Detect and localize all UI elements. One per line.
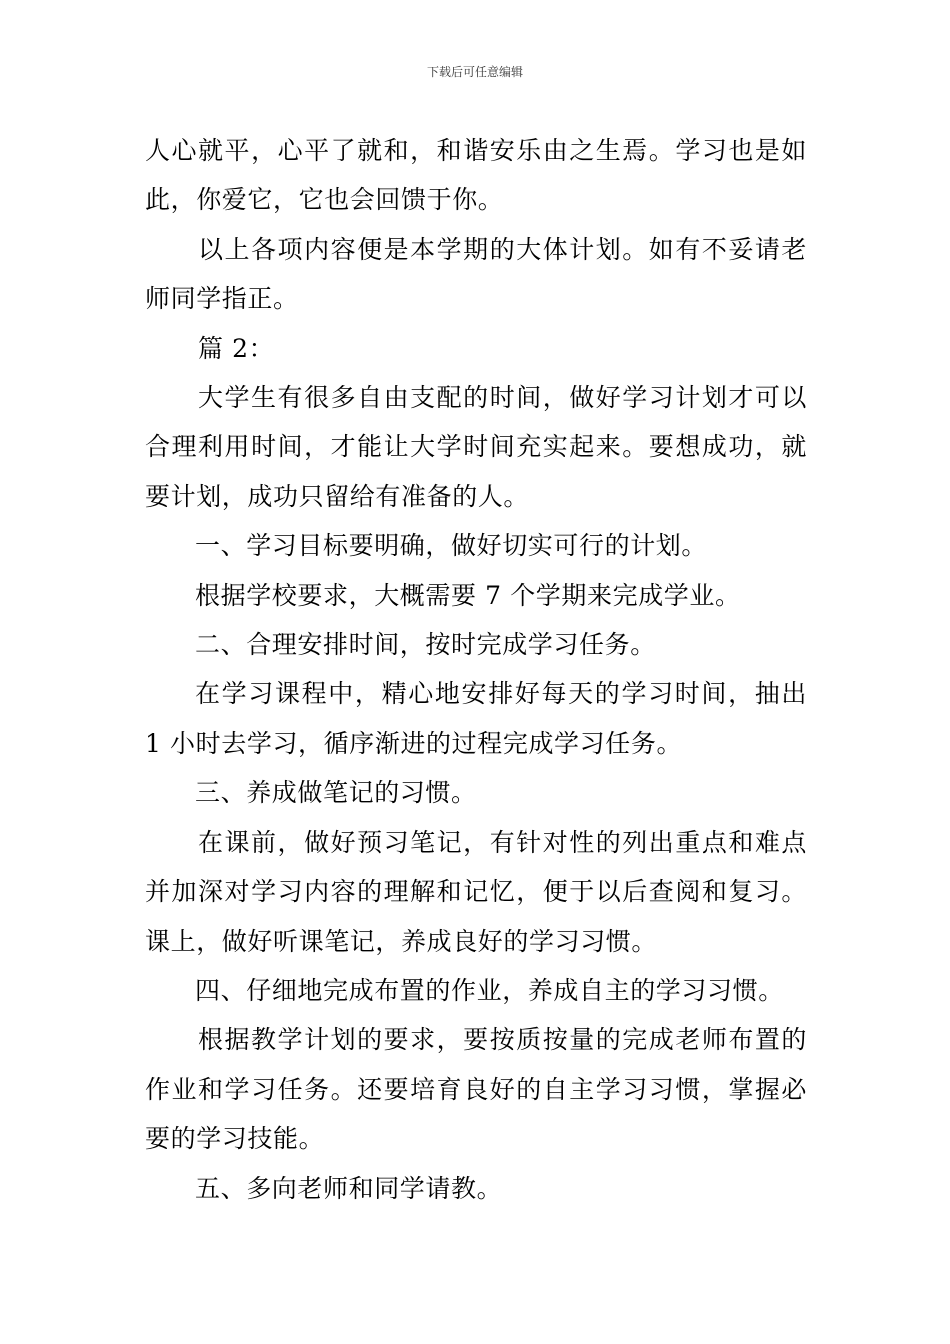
- paragraph-time: 在学习课程中，精心地安排好每天的学习时间，抽出 1 小时去学习，循序渐进的过程完成学习任务。: [145, 679, 807, 758]
- heading-notes: 三、养成做笔记的习惯。: [195, 778, 477, 808]
- heading-goal: 一、学习目标要明确，做好切实可行的计划。: [195, 531, 708, 561]
- paragraph-notes: 在课前，做好预习笔记，有针对性的列出重点和难点并加深对学习内容的理解和记忆，便于以后查阅和复习。课上，做好听课笔记，养成良好的学习习惯。: [145, 827, 807, 956]
- paragraph-goal: 根据学校要求，大概需要 7 个学期来完成学业。: [195, 580, 741, 610]
- paragraph-3: 大学生有很多自由支配的时间，做好学习计划才可以合理利用时间，才能让大学时间充实起来。要想成功，就要计划，成功只留给有准备的人。: [145, 383, 807, 511]
- paragraph-1: 人心就平，心平了就和，和谐安乐由之生焉。学习也是如此，你爱它，它也会回馈于你。: [145, 136, 807, 215]
- page-header: 下载后可任意编辑: [426, 65, 523, 79]
- heading-homework: 四、仔细地完成布置的作业，养成自主的学习习惯。: [195, 975, 784, 1005]
- paragraph-2: 以上各项内容便是本学期的大体计划。如有不妥请老师同学指正。: [145, 234, 807, 314]
- section-heading-2: 篇 2：: [198, 333, 275, 363]
- heading-ask: 五、多向老师和同学请教。: [195, 1173, 503, 1203]
- heading-time: 二、合理安排时间，按时完成学习任务。: [195, 630, 656, 660]
- paragraph-homework: 根据教学计划的要求，要按质按量的完成老师布置的作业和学习任务。还要培育良好的自主学习习惯，掌握必要的学习技能。: [145, 1025, 807, 1154]
- document-body: [145, 126, 807, 1213]
